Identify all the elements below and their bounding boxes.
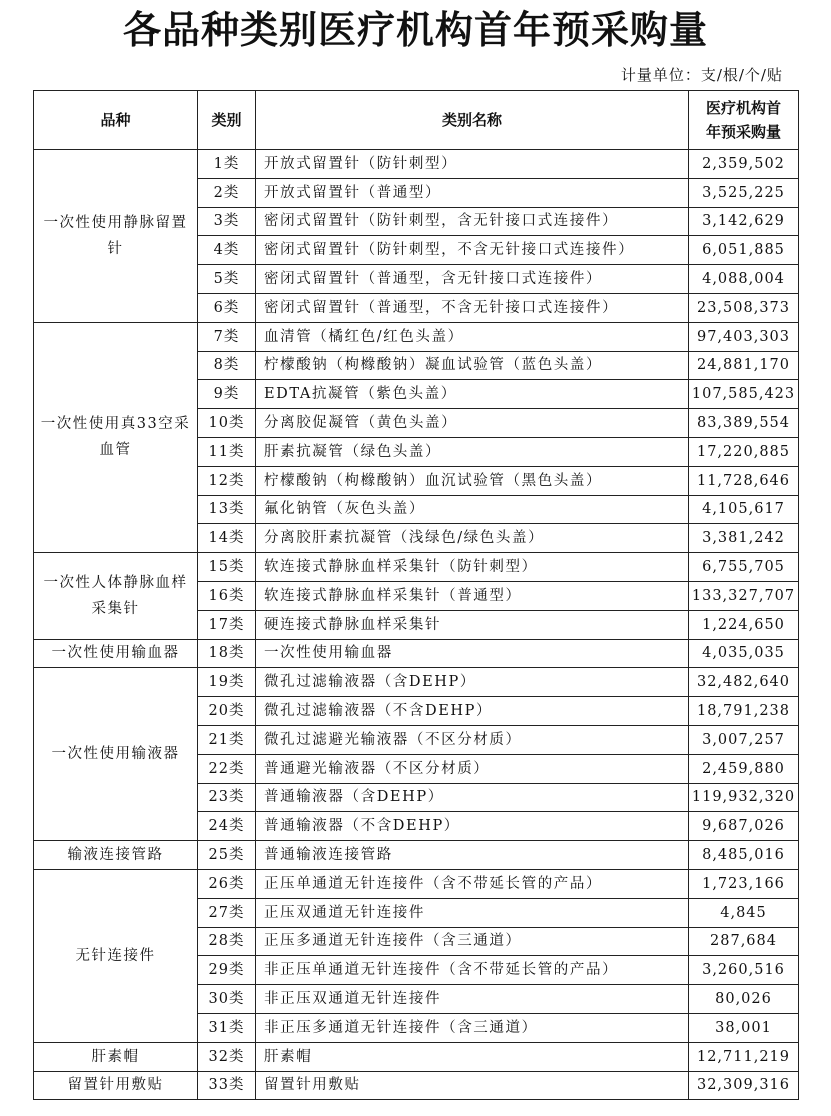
class-cell: 25类 — [198, 841, 256, 870]
class-name-cell: 开放式留置针（普通型） — [256, 178, 689, 207]
class-cell: 9类 — [198, 380, 256, 409]
class-name-cell: 普通避光输液器（不区分材质） — [256, 754, 689, 783]
quantity-cell: 2,359,502 — [689, 150, 799, 179]
class-name-cell: 正压双通道无针连接件 — [256, 898, 689, 927]
class-name-cell: 非正压双通道无针连接件 — [256, 985, 689, 1014]
quantity-cell: 3,525,225 — [689, 178, 799, 207]
table-row — [34, 841, 799, 870]
table-row — [34, 150, 799, 179]
class-name-cell: 非正压多通道无针连接件（含三通道） — [256, 1013, 689, 1042]
class-name-cell: 密闭式留置针（防针刺型，含无针接口式连接件） — [256, 207, 689, 236]
header-quantity-line2: 年预采购量 — [705, 123, 781, 141]
class-name-cell: EDTA抗凝管（紫色头盖） — [256, 380, 689, 409]
quantity-cell: 6,051,885 — [689, 236, 799, 265]
table-row — [34, 553, 799, 582]
class-name-cell: 肝素抗凝管（绿色头盖） — [256, 437, 689, 466]
class-name-cell: 普通输液器（含DEHP） — [256, 783, 689, 812]
quantity-cell: 4,845 — [689, 898, 799, 927]
class-cell: 2类 — [198, 178, 256, 207]
quantity-cell: 3,381,242 — [689, 524, 799, 553]
class-name-cell: 柠檬酸钠（枸橼酸钠）血沉试验管（黑色头盖） — [256, 466, 689, 495]
quantity-cell: 97,403,303 — [689, 322, 799, 351]
variety-cell: 一次性使用输液器 — [34, 668, 198, 841]
quantity-cell: 3,260,516 — [689, 956, 799, 985]
quantity-cell: 133,327,707 — [689, 581, 799, 610]
class-cell: 27类 — [198, 898, 256, 927]
class-cell: 32类 — [198, 1042, 256, 1071]
class-cell: 22类 — [198, 754, 256, 783]
class-cell: 20类 — [198, 697, 256, 726]
quantity-cell: 12,711,219 — [689, 1042, 799, 1071]
quantity-cell: 4,035,035 — [689, 639, 799, 668]
class-cell: 15类 — [198, 553, 256, 582]
class-name-cell: 留置针用敷贴 — [256, 1071, 689, 1100]
class-cell: 10类 — [198, 409, 256, 438]
table-row — [34, 1071, 799, 1100]
quantity-cell: 287,684 — [689, 927, 799, 956]
variety-cell: 一次性使用真33空采血管 — [34, 322, 198, 552]
quantity-cell: 11,728,646 — [689, 466, 799, 495]
class-name-cell: 微孔过滤输液器（不含DEHP） — [256, 697, 689, 726]
class-cell: 6类 — [198, 293, 256, 322]
quantity-cell: 3,007,257 — [689, 725, 799, 754]
quantity-cell: 4,105,617 — [689, 495, 799, 524]
quantity-cell: 8,485,016 — [689, 841, 799, 870]
class-name-cell: 开放式留置针（防针刺型） — [256, 150, 689, 179]
quantity-cell: 83,389,554 — [689, 409, 799, 438]
header-variety: 品种 — [34, 91, 198, 150]
class-cell: 1类 — [198, 150, 256, 179]
header-row — [34, 91, 799, 150]
class-cell: 33类 — [198, 1071, 256, 1100]
class-name-cell: 分离胶肝素抗凝管（浅绿色/绿色头盖） — [256, 524, 689, 553]
class-cell: 28类 — [198, 927, 256, 956]
quantity-cell: 32,309,316 — [689, 1071, 799, 1100]
class-cell: 29类 — [198, 956, 256, 985]
class-name-cell: 密闭式留置针（普通型，含无针接口式连接件） — [256, 265, 689, 294]
procurement-table — [33, 90, 799, 1100]
class-cell: 16类 — [198, 581, 256, 610]
class-cell: 14类 — [198, 524, 256, 553]
class-name-cell: 普通输液连接管路 — [256, 841, 689, 870]
class-name-cell: 分离胶促凝管（黄色头盖） — [256, 409, 689, 438]
class-name-cell: 正压多通道无针连接件（含三通道） — [256, 927, 689, 956]
quantity-cell: 1,224,650 — [689, 610, 799, 639]
class-cell: 31类 — [198, 1013, 256, 1042]
class-cell: 4类 — [198, 236, 256, 265]
quantity-cell: 9,687,026 — [689, 812, 799, 841]
variety-cell: 留置针用敷贴 — [34, 1071, 198, 1100]
header-quantity — [689, 91, 799, 150]
table-row — [34, 869, 799, 898]
class-name-cell: 软连接式静脉血样采集针（防针刺型） — [256, 553, 689, 582]
class-cell: 17类 — [198, 610, 256, 639]
document-title: 各品种类别医疗机构首年预采购量 — [122, 7, 708, 52]
class-name-cell: 密闭式留置针（防针刺型，不含无针接口式连接件） — [256, 236, 689, 265]
class-name-cell: 非正压单通道无针连接件（含不带延长管的产品） — [256, 956, 689, 985]
class-cell: 18类 — [198, 639, 256, 668]
table-row — [34, 668, 799, 697]
quantity-cell: 18,791,238 — [689, 697, 799, 726]
class-cell: 13类 — [198, 495, 256, 524]
class-cell: 24类 — [198, 812, 256, 841]
quantity-cell: 119,932,320 — [689, 783, 799, 812]
class-name-cell: 柠檬酸钠（枸橼酸钠）凝血试验管（蓝色头盖） — [256, 351, 689, 380]
quantity-cell: 2,459,880 — [689, 754, 799, 783]
quantity-cell: 107,585,423 — [689, 380, 799, 409]
quantity-cell: 4,088,004 — [689, 265, 799, 294]
class-name-cell: 血清管（橘红色/红色头盖） — [256, 322, 689, 351]
quantity-cell: 3,142,629 — [689, 207, 799, 236]
quantity-cell: 38,001 — [689, 1013, 799, 1042]
table-row — [34, 1042, 799, 1071]
class-name-cell: 微孔过滤避光输液器（不区分材质） — [256, 725, 689, 754]
variety-cell: 一次性使用输血器 — [34, 639, 198, 668]
table-row — [34, 639, 799, 668]
class-name-cell: 肝素帽 — [256, 1042, 689, 1071]
class-cell: 8类 — [198, 351, 256, 380]
quantity-cell: 80,026 — [689, 985, 799, 1014]
class-name-cell: 微孔过滤输液器（含DEHP） — [256, 668, 689, 697]
variety-cell: 肝素帽 — [34, 1042, 198, 1071]
class-cell: 30类 — [198, 985, 256, 1014]
class-name-cell: 密闭式留置针（普通型，不含无针接口式连接件） — [256, 293, 689, 322]
class-cell: 21类 — [198, 725, 256, 754]
class-cell: 26类 — [198, 869, 256, 898]
quantity-cell: 32,482,640 — [689, 668, 799, 697]
quantity-cell: 17,220,885 — [689, 437, 799, 466]
header-class-name: 类别名称 — [256, 91, 689, 150]
class-cell: 12类 — [198, 466, 256, 495]
class-name-cell: 普通输液器（不含DEHP） — [256, 812, 689, 841]
class-name-cell: 氟化钠管（灰色头盖） — [256, 495, 689, 524]
quantity-cell: 6,755,705 — [689, 553, 799, 582]
class-cell: 7类 — [198, 322, 256, 351]
quantity-cell: 23,508,373 — [689, 293, 799, 322]
class-cell: 11类 — [198, 437, 256, 466]
class-cell: 23类 — [198, 783, 256, 812]
class-cell: 19类 — [198, 668, 256, 697]
class-cell: 5类 — [198, 265, 256, 294]
class-cell: 3类 — [198, 207, 256, 236]
variety-cell: 一次性使用静脉留置针 — [34, 150, 198, 323]
header-quantity-line1: 医疗机构首 — [705, 99, 781, 117]
table-row — [34, 322, 799, 351]
header-class: 类别 — [198, 91, 256, 150]
variety-cell: 输液连接管路 — [34, 841, 198, 870]
quantity-cell: 1,723,166 — [689, 869, 799, 898]
unit-note: 计量单位：支/根/个/贴 — [620, 66, 783, 84]
class-name-cell: 一次性使用输血器 — [256, 639, 689, 668]
variety-cell: 无针连接件 — [34, 869, 198, 1042]
table-body — [34, 150, 799, 1100]
class-name-cell: 正压单通道无针连接件（含不带延长管的产品） — [256, 869, 689, 898]
variety-cell: 一次性人体静脉血样采集针 — [34, 553, 198, 639]
quantity-cell: 24,881,170 — [689, 351, 799, 380]
class-name-cell: 硬连接式静脉血样采集针 — [256, 610, 689, 639]
class-name-cell: 软连接式静脉血样采集针（普通型） — [256, 581, 689, 610]
